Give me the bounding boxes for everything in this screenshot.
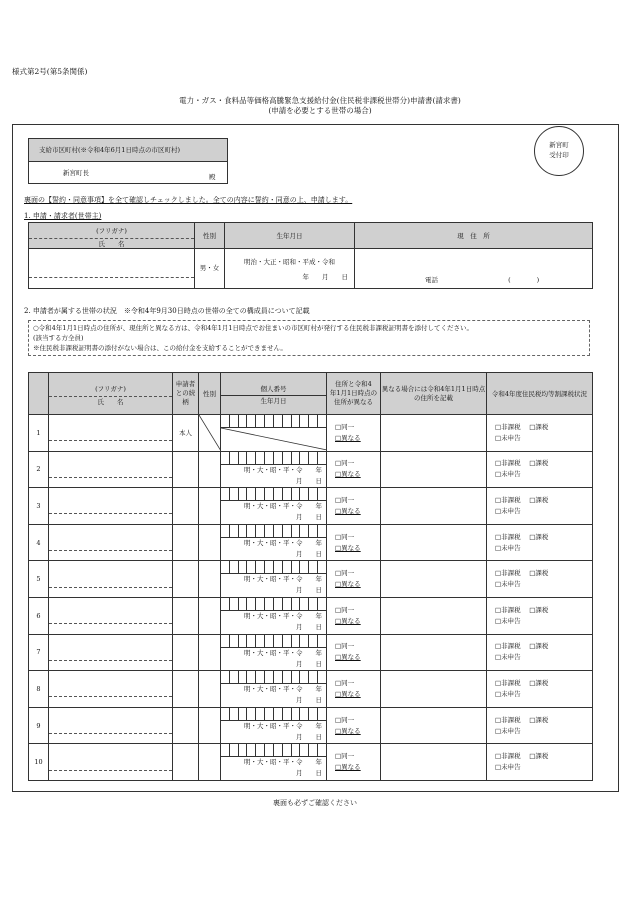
- table-row: [29, 488, 593, 525]
- stamp-line-2: 受付印: [549, 151, 569, 159]
- birth-header: 生年月日: [225, 223, 355, 249]
- tax-status-cell[interactable]: [487, 744, 593, 781]
- relation-cell[interactable]: [173, 488, 199, 525]
- member-gender-header: 性別: [199, 373, 221, 415]
- relation-cell[interactable]: [173, 451, 199, 488]
- member-name-label: 氏 名: [97, 397, 124, 406]
- diff-checkbox[interactable]: □異なる: [335, 689, 361, 698]
- relation-cell[interactable]: [173, 597, 199, 634]
- same-checkbox[interactable]: □同一: [335, 569, 355, 578]
- tax-status-cell[interactable]: [487, 597, 593, 634]
- same-checkbox[interactable]: □同一: [335, 642, 355, 651]
- relation-header: 申請者との続柄: [173, 373, 199, 415]
- nontax-checkbox[interactable]: □非課税: [495, 715, 521, 724]
- idnum-birth-cell: [221, 744, 327, 781]
- tax-status-cell[interactable]: [487, 671, 593, 708]
- member-gender-cell[interactable]: [199, 707, 221, 744]
- addr-prev-cell[interactable]: [381, 451, 487, 488]
- addr-diff-cell[interactable]: [327, 451, 381, 488]
- addr-prev-cell[interactable]: [381, 671, 487, 708]
- tax-status-cell[interactable]: [487, 451, 593, 488]
- unreported-checkbox[interactable]: □未申告: [495, 689, 521, 698]
- tax-status-header: 令和4年度住民税均等割課税状況: [487, 373, 593, 415]
- nontax-checkbox[interactable]: □非課税: [495, 532, 521, 541]
- slash-line-icon: [221, 428, 326, 450]
- member-birth[interactable]: 明・大・昭・平・令 年 月 日: [244, 721, 322, 741]
- idnum-birth-cell: [221, 488, 327, 525]
- idnum-cells[interactable]: [221, 708, 326, 721]
- tax-checkbox[interactable]: □課税: [529, 532, 549, 541]
- idnum-cells[interactable]: [221, 744, 326, 757]
- idnum-cells[interactable]: [221, 635, 326, 648]
- tax-checkbox[interactable]: □課税: [529, 459, 549, 468]
- diff-checkbox[interactable]: □異なる: [335, 653, 361, 662]
- relation-cell[interactable]: [173, 707, 199, 744]
- addr-diff-cell[interactable]: [327, 524, 381, 561]
- diff-checkbox[interactable]: □異なる: [335, 470, 361, 479]
- note-line-1: ○令和4年1月1日時点の住所が、現住所と異なる方は、令和4年1月1日時点でお住まいの市区町村が発行する住民税非課税証明書を添付してください。: [33, 324, 473, 332]
- consent-text: 裏面の【誓約・同意事項】を全て確認しチェックしました。全ての内容に誓約・同意の上、申請します。: [24, 196, 353, 204]
- idnum-cells[interactable]: [221, 598, 326, 611]
- nontax-checkbox[interactable]: □非課税: [495, 678, 521, 687]
- diff-checkbox[interactable]: □異なる: [335, 616, 361, 625]
- city-heading: 支給市区町村(※令和4年6月1日時点の市区町村): [29, 139, 227, 162]
- diff-checkbox[interactable]: □異なる: [335, 580, 361, 589]
- applicant-name-cell[interactable]: [29, 249, 195, 289]
- idnum-birth-cell: [221, 451, 327, 488]
- relation-cell[interactable]: [173, 561, 199, 598]
- relation-cell[interactable]: [173, 671, 199, 708]
- addr-diff-cell[interactable]: [327, 415, 381, 452]
- city-name: 新宮町長: [63, 169, 89, 177]
- row-number: 2: [29, 451, 49, 488]
- member-name-cell[interactable]: [49, 415, 173, 452]
- applicant-name-header: [29, 223, 195, 249]
- table-row: [29, 415, 593, 452]
- same-checkbox[interactable]: □同一: [335, 459, 355, 468]
- phone-parens: ( ): [508, 276, 540, 284]
- member-birth[interactable]: 明・大・昭・平・令 年 月 日: [244, 502, 322, 522]
- same-checkbox[interactable]: □同一: [335, 678, 355, 687]
- tax-checkbox[interactable]: □課税: [529, 422, 549, 431]
- member-birth[interactable]: 明・大・昭・平・令 年 月 日: [244, 538, 322, 558]
- table-row: [29, 524, 593, 561]
- tax-status-cell[interactable]: [487, 561, 593, 598]
- addr-prev-cell[interactable]: [381, 524, 487, 561]
- addr-prev-cell[interactable]: [381, 597, 487, 634]
- tax-checkbox[interactable]: □課税: [529, 678, 549, 687]
- tax-status-cell[interactable]: [487, 415, 593, 452]
- city-box: [28, 138, 228, 184]
- member-name-cell[interactable]: [49, 451, 173, 488]
- member-birth[interactable]: 明・大・昭・平・令 年 月 日: [244, 685, 322, 705]
- household-header-row: [29, 373, 593, 415]
- same-checkbox[interactable]: □同一: [335, 715, 355, 724]
- tax-checkbox[interactable]: □課税: [529, 569, 549, 578]
- row-number: 10: [29, 744, 49, 781]
- applicant-gender-cell[interactable]: 男・女: [195, 249, 225, 289]
- diff-checkbox[interactable]: □異なる: [335, 433, 361, 442]
- diff-checkbox[interactable]: □異なる: [335, 763, 361, 772]
- addr-diff-cell[interactable]: [327, 597, 381, 634]
- member-gender-cell[interactable]: [199, 561, 221, 598]
- addr-diff-cell[interactable]: [327, 671, 381, 708]
- nontax-checkbox[interactable]: □非課税: [495, 752, 521, 761]
- tax-checkbox[interactable]: □課税: [529, 605, 549, 614]
- relation-cell[interactable]: [173, 524, 199, 561]
- relation-cell[interactable]: [173, 744, 199, 781]
- applicant-address-cell[interactable]: [355, 249, 593, 289]
- idnum-header: 個人番号: [221, 383, 326, 396]
- unreported-checkbox[interactable]: □未申告: [495, 616, 521, 625]
- same-checkbox[interactable]: □同一: [335, 752, 355, 761]
- idnum-birth-cell: [221, 415, 327, 452]
- nontax-checkbox[interactable]: □非課税: [495, 495, 521, 504]
- table-row: [29, 707, 593, 744]
- nontax-checkbox[interactable]: □非課税: [495, 605, 521, 614]
- idnum-birth-cell: [221, 671, 327, 708]
- member-name-cell[interactable]: [49, 671, 173, 708]
- stamp-line-1: 新宮町: [549, 141, 569, 149]
- addr-prev-header: 異なる場合には令和4年1月1日時点の住所を記載: [381, 373, 487, 415]
- table-row: [29, 597, 593, 634]
- self-birth-slash: [221, 428, 326, 450]
- member-name-cell[interactable]: [49, 561, 173, 598]
- unreported-checkbox[interactable]: □未申告: [495, 653, 521, 662]
- idnum-birth-cell: [221, 524, 327, 561]
- addr-prev-cell[interactable]: [381, 488, 487, 525]
- addr-diff-header: [327, 373, 381, 415]
- note-line-2: (該当する方全員): [33, 334, 84, 342]
- row-number: 6: [29, 597, 49, 634]
- tax-checkbox[interactable]: □課税: [529, 715, 549, 724]
- addr-diff-top: 住所と令和4: [335, 380, 372, 388]
- member-name-cell[interactable]: [49, 488, 173, 525]
- footer-note: 裏面も必ずご確認ください: [273, 799, 357, 807]
- city-honorific: 殿: [209, 173, 216, 181]
- tax-checkbox[interactable]: □課税: [529, 495, 549, 504]
- addr-diff-cell[interactable]: [327, 561, 381, 598]
- slash-line-icon: [199, 415, 221, 451]
- tax-status-cell[interactable]: [487, 634, 593, 671]
- unreported-checkbox[interactable]: □未申告: [495, 543, 521, 552]
- table-row: [29, 451, 593, 488]
- address-header: 現 住 所: [355, 223, 593, 249]
- applicant-table: [28, 222, 593, 289]
- member-birth[interactable]: 明・大・昭・平・令 年 月 日: [244, 648, 322, 668]
- gender-header: 性別: [195, 223, 225, 249]
- table-row: [29, 671, 593, 708]
- applicant-eras: 明治・大正・昭和・平成・令和: [244, 257, 335, 266]
- member-gender-cell: [199, 415, 221, 452]
- idnum-cells[interactable]: [221, 671, 326, 684]
- section1-title: 1. 申請・請求者(世帯主): [24, 212, 102, 220]
- relation-cell[interactable]: [173, 415, 199, 452]
- diff-checkbox[interactable]: □異なる: [335, 726, 361, 735]
- furigana-header: (フリガナ): [29, 224, 194, 239]
- member-gender-cell[interactable]: [199, 451, 221, 488]
- title-line-1: 電力・ガス・食料品等価格高騰緊急支援給付金(住民税非課税世帯分)申請書(請求書): [179, 96, 461, 105]
- applicant-birth-cell[interactable]: [225, 249, 355, 289]
- idnum-birth-cell: [221, 561, 327, 598]
- member-name-cell[interactable]: [49, 744, 173, 781]
- title-line-2: (申請を必要とする世帯の場合): [268, 106, 372, 115]
- member-birth-header: 生年月日: [260, 396, 287, 405]
- same-checkbox[interactable]: □同一: [335, 495, 355, 504]
- unreported-checkbox[interactable]: □未申告: [495, 506, 521, 515]
- table-row: [29, 744, 593, 781]
- row-number: 7: [29, 634, 49, 671]
- tax-status-cell[interactable]: [487, 524, 593, 561]
- member-name-header: [49, 373, 173, 415]
- table-row: [29, 561, 593, 598]
- nontax-checkbox[interactable]: □非課税: [495, 569, 521, 578]
- relation-cell[interactable]: [173, 634, 199, 671]
- addr-diff-cell[interactable]: [327, 707, 381, 744]
- applicant-ymd: 年 月 日: [302, 272, 348, 281]
- form-label: 様式第2号(第5条関係): [12, 67, 88, 76]
- section2-title: 2. 申請者が属する世帯の状況 ※令和4年9月30日時点の世帯の全ての構成員について記載: [24, 307, 310, 315]
- member-gender-cell[interactable]: [199, 488, 221, 525]
- same-checkbox[interactable]: □同一: [335, 605, 355, 614]
- nontax-checkbox[interactable]: □非課税: [495, 422, 521, 431]
- tax-status-cell[interactable]: [487, 707, 593, 744]
- row-number: 1: [29, 415, 49, 452]
- idnum-cells[interactable]: [221, 452, 326, 465]
- row-number: 8: [29, 671, 49, 708]
- member-birth[interactable]: 明・大・昭・平・令 年 月 日: [244, 575, 322, 595]
- addr-prev-cell[interactable]: [381, 415, 487, 452]
- member-gender-cell[interactable]: [199, 524, 221, 561]
- idnum-cells[interactable]: [221, 561, 326, 574]
- same-checkbox[interactable]: □同一: [335, 532, 355, 541]
- member-gender-cell[interactable]: [199, 597, 221, 634]
- nontax-checkbox[interactable]: □非課税: [495, 642, 521, 651]
- unreported-checkbox[interactable]: □未申告: [495, 580, 521, 589]
- diff-checkbox[interactable]: □異なる: [335, 506, 361, 515]
- member-birth[interactable]: 明・大・昭・平・令 年 月 日: [244, 465, 322, 485]
- member-name-cell[interactable]: [49, 707, 173, 744]
- addr-prev-cell[interactable]: [381, 561, 487, 598]
- member-gender-cell[interactable]: [199, 671, 221, 708]
- addr-prev-cell[interactable]: [381, 707, 487, 744]
- row-number: 3: [29, 488, 49, 525]
- row-number: 4: [29, 524, 49, 561]
- unreported-checkbox[interactable]: □未申告: [495, 763, 521, 772]
- unreported-checkbox[interactable]: □未申告: [495, 433, 521, 442]
- relation-self: 本人: [179, 429, 192, 438]
- phone-label: 電話: [425, 276, 438, 284]
- idnum-birth-header: [221, 373, 327, 415]
- member-name-cell[interactable]: [49, 597, 173, 634]
- addr-diff-label: 年1月1日時点の住所が異なる: [329, 389, 378, 406]
- row-number-header: [29, 373, 49, 415]
- addr-prev-cell[interactable]: [381, 634, 487, 671]
- member-name-cell[interactable]: [49, 524, 173, 561]
- row-number: 5: [29, 561, 49, 598]
- idnum-birth-cell: [221, 634, 327, 671]
- attachment-note: [28, 320, 590, 356]
- diff-checkbox[interactable]: □異なる: [335, 543, 361, 552]
- idnum-birth-cell: [221, 597, 327, 634]
- note-line-3: ※住民税非課税証明書の添付がない場合は、この給付金を支給することができません。: [33, 344, 287, 352]
- idnum-cells[interactable]: [221, 415, 326, 428]
- name-header: 氏 名: [98, 239, 125, 248]
- tax-checkbox[interactable]: □課税: [529, 752, 549, 761]
- unreported-checkbox[interactable]: □未申告: [495, 470, 521, 479]
- reception-stamp: [534, 126, 584, 176]
- member-gender-cell[interactable]: [199, 744, 221, 781]
- member-birth[interactable]: 明・大・昭・平・令 年 月 日: [244, 611, 322, 631]
- idnum-birth-cell: [221, 707, 327, 744]
- table-row: [29, 634, 593, 671]
- addr-diff-cell[interactable]: [327, 634, 381, 671]
- tax-checkbox[interactable]: □課税: [529, 642, 549, 651]
- member-furigana-header: (フリガナ): [49, 382, 172, 397]
- idnum-cells[interactable]: [221, 525, 326, 538]
- addr-prev-cell[interactable]: [381, 744, 487, 781]
- tax-status-cell[interactable]: [487, 488, 593, 525]
- page-title: [120, 96, 520, 116]
- member-gender-cell[interactable]: [199, 634, 221, 671]
- row-number: 9: [29, 707, 49, 744]
- idnum-cells[interactable]: [221, 488, 326, 501]
- member-name-cell[interactable]: [49, 634, 173, 671]
- unreported-checkbox[interactable]: □未申告: [495, 726, 521, 735]
- addr-diff-cell[interactable]: [327, 744, 381, 781]
- nontax-checkbox[interactable]: □非課税: [495, 459, 521, 468]
- same-checkbox[interactable]: □同一: [335, 422, 355, 431]
- member-birth[interactable]: 明・大・昭・平・令 年 月 日: [244, 758, 322, 778]
- addr-diff-cell[interactable]: [327, 488, 381, 525]
- household-table: [28, 372, 593, 781]
